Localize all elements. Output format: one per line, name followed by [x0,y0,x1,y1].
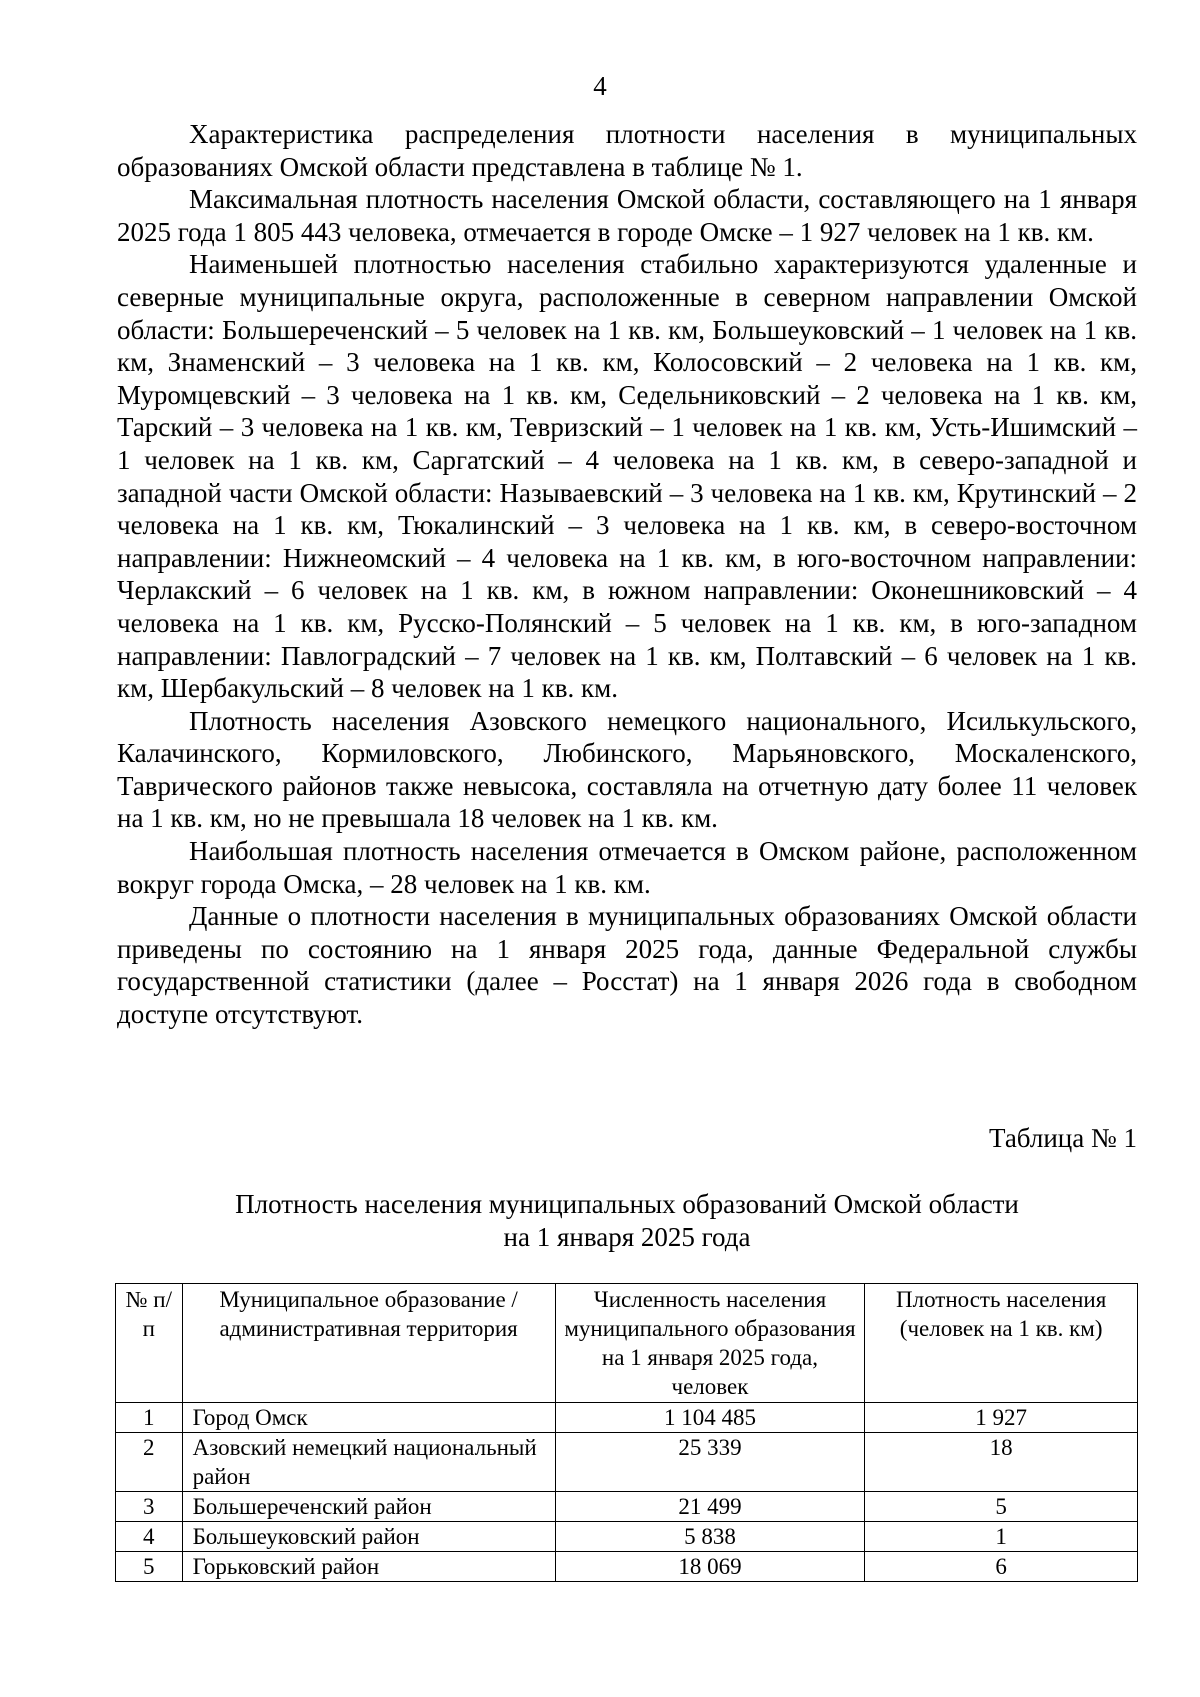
cell-population: 25 339 [555,1433,865,1492]
paragraph: Наименьшей плотностью населения стабильно характеризуются удаленные и северные муниципальные округа, расположенные в северном направлении Омской области: Большереченский – 5 человек на 1 кв. км, Большеуковский – 1 человек на 1 кв. км, Знаменский – 3 человека на 1 кв. км, Колосовский – 2 человека на 1 кв. км, Муромцевский – 3 человека на 1 кв. км, Седельниковский – 2 человека на 1 кв. км, Тарский – 3 человека на 1 кв. км, Тевризский – 1 человек на 1 кв. км, Усть-Ишимский – 1 человек на 1 кв. км, Саргатский – 4 человека на 1 кв. км, в северо-западной и западной части Омской области: Называевский – 3 человека на 1 кв. км, Крутинский – 2 человека на 1 кв. км, Тюкалинский – 3 человека на 1 кв. км, в северо-восточном направлении: Нижнеомский – 4 человека на 1 кв. км, в юго-восточном направлении: Черлакский – 6 человек на 1 кв. км, в южном направлении: Оконешниковский – 4 человека на 1 кв. км, Русско-Полянский – 5 человек на 1 кв. км, в юго-западном направлении: Павлоградский – 7 человек на 1 кв. км, Полтавский – 6 человек на 1 кв. км, Шербакульский – 8 человек на 1 кв. км. [117,249,1137,704]
cell-num: 3 [116,1492,183,1522]
header-density: Плотность населения (человек на 1 кв. км) [865,1284,1138,1403]
cell-population: 18 069 [555,1552,865,1582]
paragraph: Максимальная плотность населения Омской области, составляющего на 1 января 2025 года 1 805 443 человека, отмечается в городе Омске – 1 927 человек на 1 кв. км. [117,184,1137,247]
cell-num: 2 [116,1433,183,1492]
paragraph: Характеристика распределения плотности населения в муниципальных образованиях Омской области представлена в таблице № 1. [117,119,1137,182]
header-population: Численность населения муниципального образования на 1 января 2025 года, человек [555,1284,865,1403]
cell-name: Горьковский район [182,1552,555,1582]
paragraph: Плотность населения Азовского немецкого национального, Исилькульского, Калачинского, Кормиловского, Любинского, Марьяновского, Москаленского, Таврического районов также невысока, составляла на отчетную дату более 11 человек на 1 кв. км, но не превышала 18 человек на 1 кв. км. [117,705,1137,834]
table-title-line: на 1 января 2025 года [503,1222,751,1252]
cell-name: Азовский немецкий национальный район [182,1433,555,1492]
cell-num: 5 [116,1552,183,1582]
cell-density: 1 927 [865,1403,1138,1433]
cell-density: 18 [865,1433,1138,1492]
table-row [116,1522,1138,1552]
table-row [116,1552,1138,1582]
cell-population: 21 499 [555,1492,865,1522]
table-row [116,1403,1138,1433]
body-text [117,118,1137,1031]
cell-density: 1 [865,1522,1138,1552]
table-header-row [116,1284,1138,1403]
header-num: № п/п [116,1284,183,1403]
cell-name: Большеуковский район [182,1522,555,1552]
paragraph: Данные о плотности населения в муниципальных образованиях Омской области приведены по состоянию на 1 января 2025 года, данные Федеральной службы государственной статистики (далее – Росстат) на 1 января 2026 года в свободном доступе отсутствуют. [117,901,1137,1030]
table-row [116,1492,1138,1522]
paragraph: Наибольшая плотность населения отмечается в Омском районе, расположенном вокруг города Омска, – 28 человек на 1 кв. км. [117,836,1137,899]
header-name: Муниципальное образование / административная территория [182,1284,555,1403]
table-row [116,1433,1138,1492]
density-table [115,1283,1138,1582]
table-label: Таблица № 1 [989,1123,1137,1153]
cell-num: 4 [116,1522,183,1552]
cell-name: Большереченский район [182,1492,555,1522]
table-title [117,1188,1137,1254]
page-number: 4 [593,71,607,101]
cell-population: 5 838 [555,1522,865,1552]
cell-num: 1 [116,1403,183,1433]
cell-density: 5 [865,1492,1138,1522]
cell-density: 6 [865,1552,1138,1582]
table-title-line: Плотность населения муниципальных образований Омской области [235,1189,1019,1219]
cell-population: 1 104 485 [555,1403,865,1433]
cell-name: Город Омск [182,1403,555,1433]
